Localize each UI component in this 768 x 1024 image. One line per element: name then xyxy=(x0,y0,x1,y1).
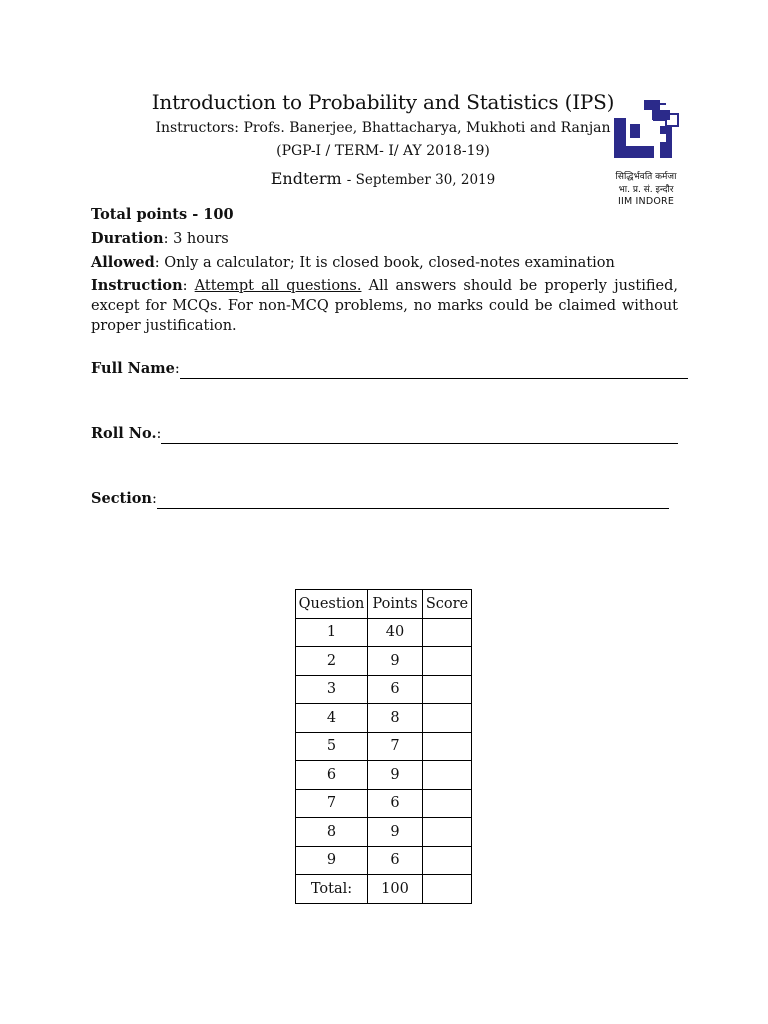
section-field[interactable] xyxy=(91,490,157,507)
logo-emblem-icon xyxy=(608,96,684,168)
total-points-label: Total points - 100 xyxy=(91,206,234,223)
table-row xyxy=(296,789,472,818)
question-score[interactable] xyxy=(423,761,472,790)
allowed-value: : Only a calculator; It is closed book, closed-notes examination xyxy=(154,255,615,271)
question-points: 9 xyxy=(368,647,423,676)
question-number: 1 xyxy=(296,618,368,647)
instruction-paragraph xyxy=(91,276,678,336)
table-row xyxy=(296,818,472,847)
exam-name: Endterm xyxy=(270,169,342,188)
instruction-label: Instruction xyxy=(91,277,183,294)
question-points: 6 xyxy=(368,675,423,704)
question-score[interactable] xyxy=(423,675,472,704)
question-points: 9 xyxy=(368,761,423,790)
table-total-row xyxy=(296,875,472,904)
roll-no-field[interactable] xyxy=(91,425,161,442)
question-points: 6 xyxy=(368,846,423,875)
question-number: 5 xyxy=(296,732,368,761)
exam-title: Introduction to Probability and Statistics (IPS) xyxy=(151,90,615,114)
iim-indore-logo xyxy=(608,96,684,216)
question-score[interactable] xyxy=(423,704,472,733)
header-score: Score xyxy=(423,590,472,619)
question-score[interactable] xyxy=(423,789,472,818)
question-number: 4 xyxy=(296,704,368,733)
logo-name-hindi: भा. प्र. सं. इन्दौर xyxy=(618,185,674,195)
full-name-underline xyxy=(180,377,688,379)
question-points: 8 xyxy=(368,704,423,733)
instructors-line: Instructors: Profs. Banerjee, Bhattacharya, Mukhoti and Ranjan xyxy=(155,120,611,136)
allowed-line xyxy=(91,254,615,271)
allowed-label: Allowed xyxy=(91,254,155,271)
table-row xyxy=(296,732,472,761)
total-score-cell[interactable] xyxy=(423,875,472,904)
question-number: 3 xyxy=(296,675,368,704)
logo-name-english: IIM INDORE xyxy=(617,196,675,207)
roll-no-colon: : xyxy=(156,426,162,442)
logo-motto-hindi: सिद्धिर्भवति कर्मजा xyxy=(615,172,677,182)
instruction-emphasis: Attempt all questions. xyxy=(194,278,362,294)
roll-no-underline xyxy=(161,442,678,444)
total-points-cell: 100 xyxy=(368,875,423,904)
term-line: (PGP-I / TERM- I/ AY 2018-19) xyxy=(276,143,490,159)
header-points: Points xyxy=(368,590,423,619)
full-name-field[interactable] xyxy=(91,360,180,377)
table-row xyxy=(296,675,472,704)
roll-no-label: Roll No. xyxy=(91,425,157,442)
duration-label: Duration xyxy=(91,230,164,247)
table-row xyxy=(296,761,472,790)
score-table-header xyxy=(296,590,472,619)
question-points: 40 xyxy=(368,618,423,647)
score-table xyxy=(295,589,472,904)
exam-name-line xyxy=(118,169,648,188)
instruction-colon: : xyxy=(182,278,195,294)
total-points xyxy=(91,206,234,223)
table-row xyxy=(296,704,472,733)
question-points: 7 xyxy=(368,732,423,761)
question-score[interactable] xyxy=(423,618,472,647)
duration-line xyxy=(91,230,229,247)
duration-value: : 3 hours xyxy=(163,231,229,247)
question-score[interactable] xyxy=(423,818,472,847)
question-points: 6 xyxy=(368,789,423,818)
table-row xyxy=(296,618,472,647)
question-number: 8 xyxy=(296,818,368,847)
question-number: 2 xyxy=(296,647,368,676)
question-number: 6 xyxy=(296,761,368,790)
section-colon: : xyxy=(151,491,157,507)
section-label: Section xyxy=(91,490,152,507)
table-row xyxy=(296,647,472,676)
header-question: Question xyxy=(296,590,368,619)
instruction-text: All answers should be properly justified, except for MCQs. For non-MCQ problems, no marks could be claimed without proper justification. xyxy=(91,278,678,334)
exam-date: - September 30, 2019 xyxy=(346,172,496,188)
section-underline xyxy=(157,507,669,509)
question-score[interactable] xyxy=(423,846,472,875)
full-name-colon: : xyxy=(174,361,180,377)
table-row xyxy=(296,846,472,875)
total-label: Total: xyxy=(296,875,368,904)
question-score[interactable] xyxy=(423,732,472,761)
question-points: 9 xyxy=(368,818,423,847)
question-score[interactable] xyxy=(423,647,472,676)
question-number: 9 xyxy=(296,846,368,875)
question-number: 7 xyxy=(296,789,368,818)
full-name-label: Full Name xyxy=(91,360,175,377)
